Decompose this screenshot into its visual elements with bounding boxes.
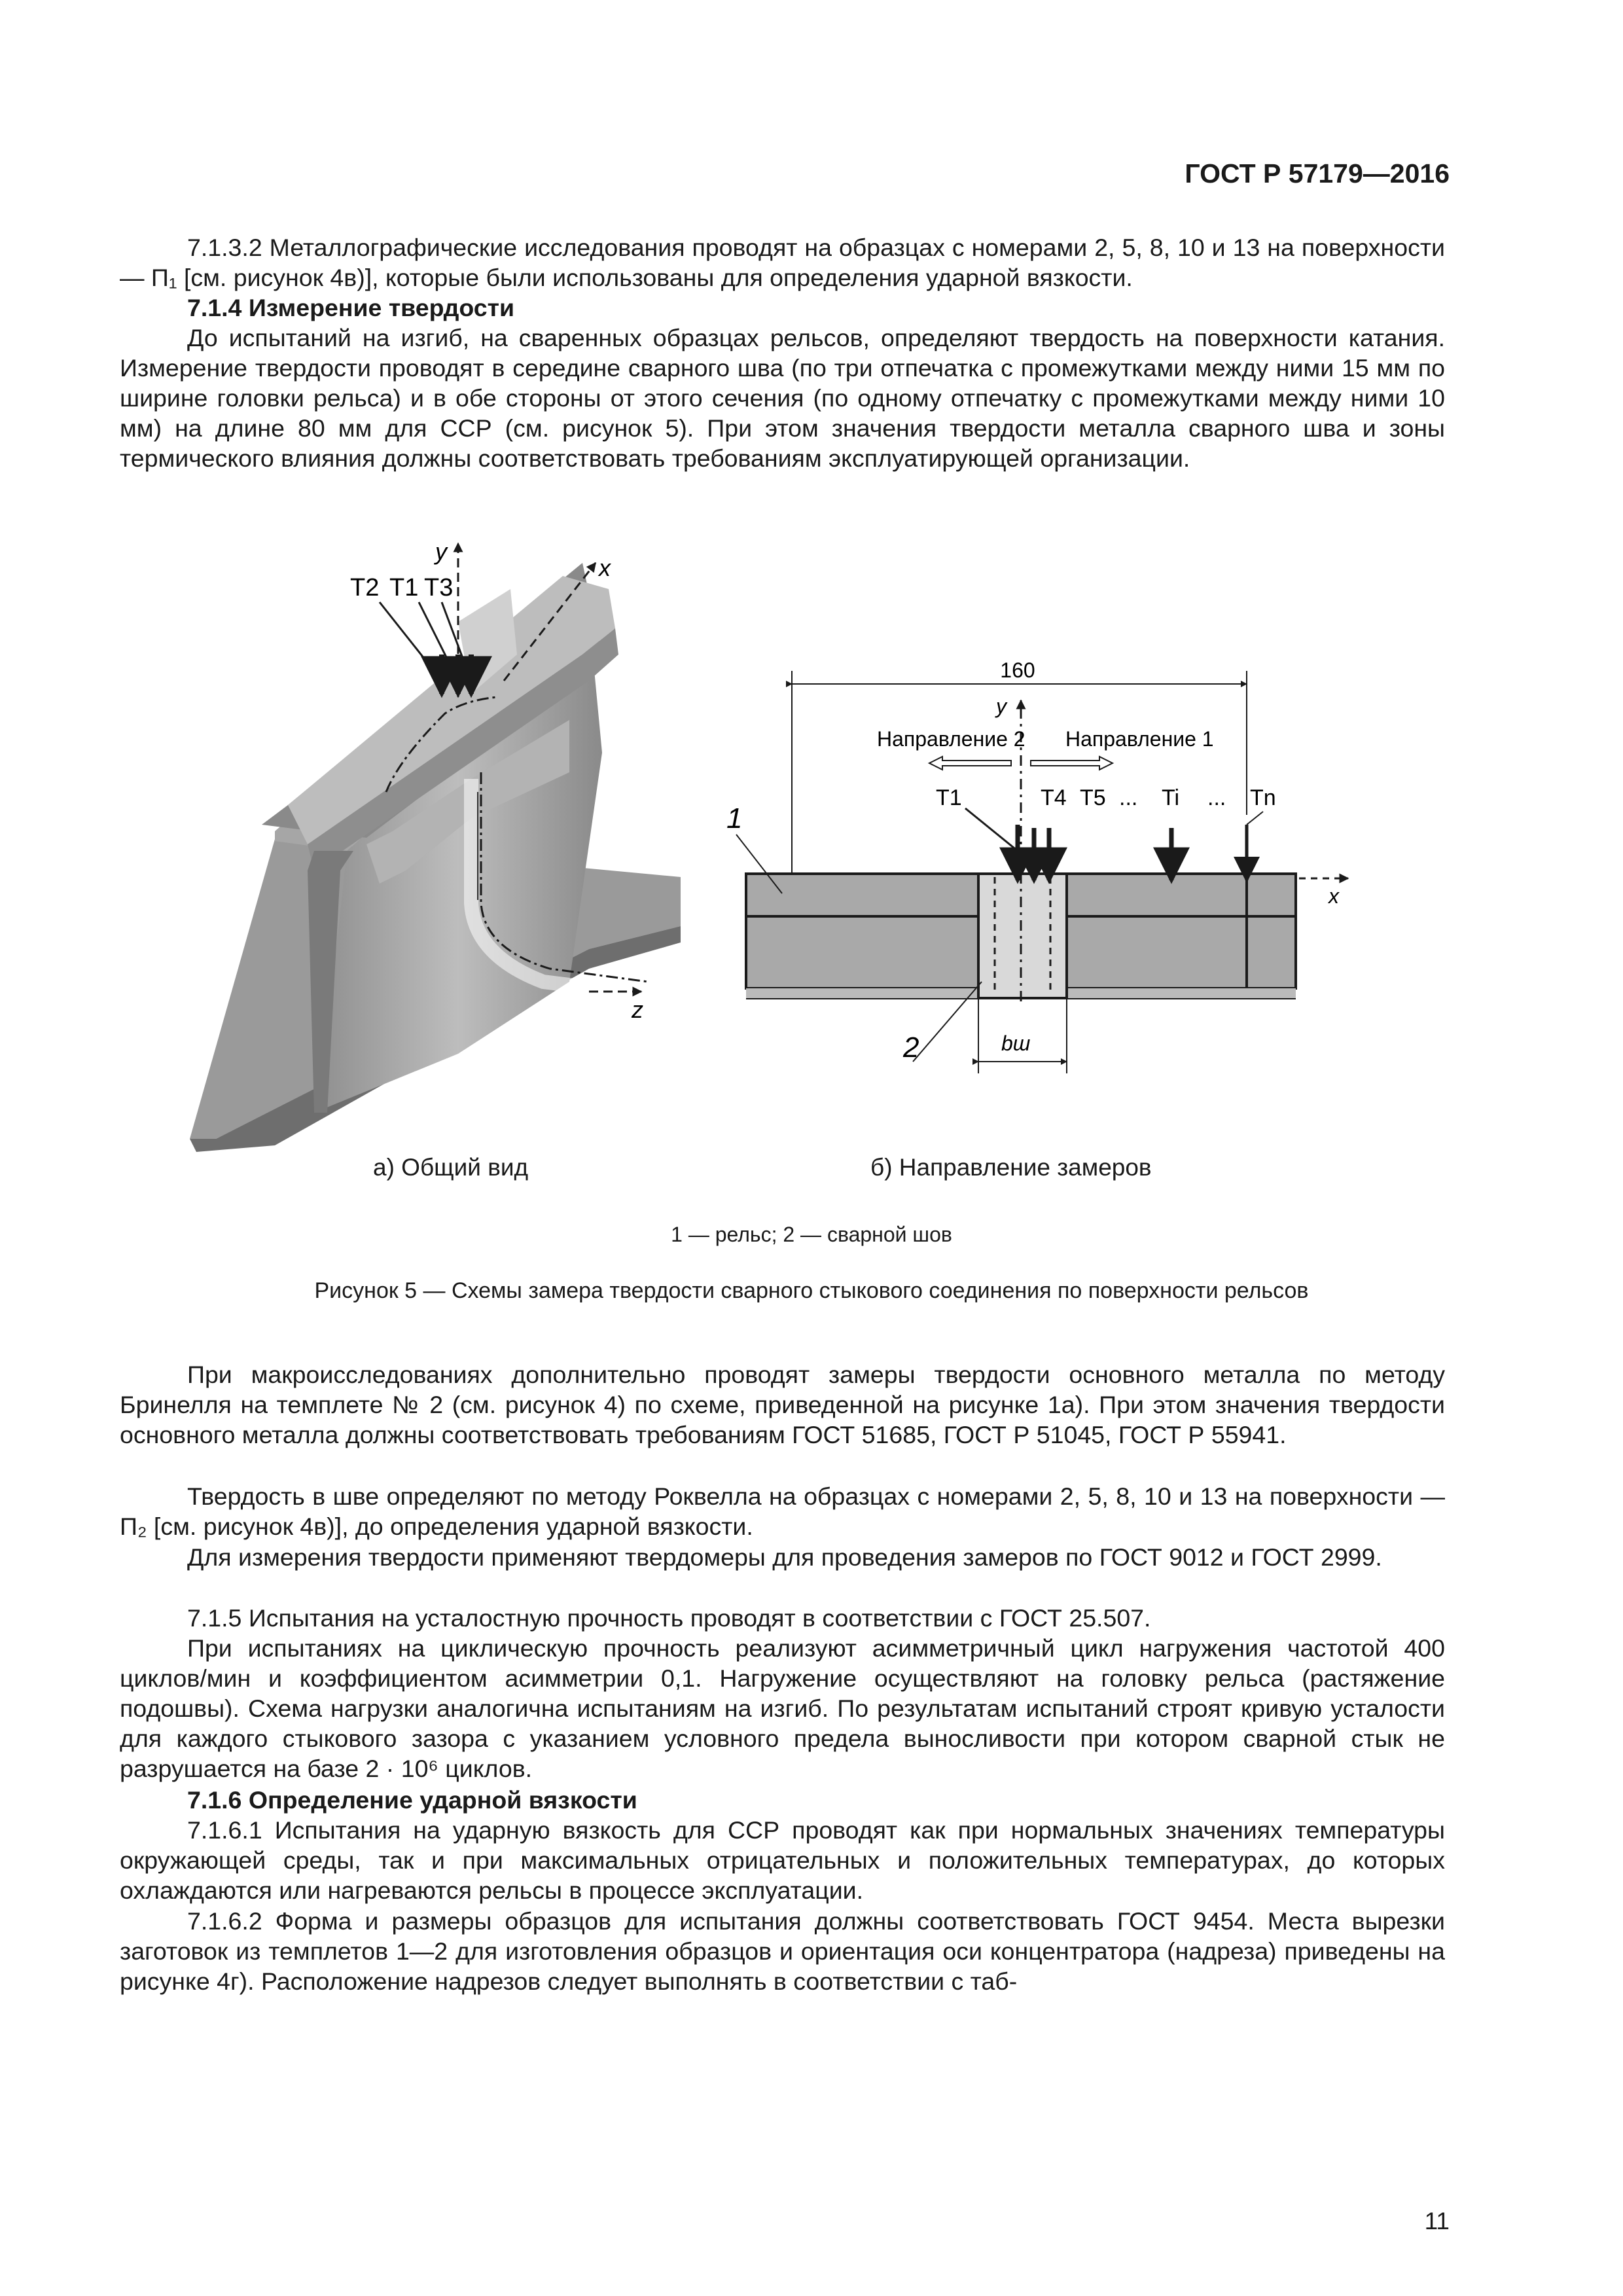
- document-header: ГОСТ Р 57179—2016: [1185, 158, 1450, 188]
- paragraph-hardness: До испытаний на изгиб, на сваренных образцах рельсов, определяют твердость на поверхности катания. Измерение твердости проводят в середине сварного шва (по три отпечатка с промежутками между ними 15 мм по ширине головки рельса) и в обе стороны от этого сечения (по одному отпечатку с промежутками между ними 10 мм) на длине 80 мм для ССР (см. рисунок 5). При этом значения твердости металла сварного шва и зоны термического влияния должны соответствовать требованиям эксплуатирующей организации.: [120, 324, 1445, 472]
- page-number: 11: [1424, 2208, 1450, 2234]
- label-t4-right: T4: [1041, 785, 1067, 810]
- paragraph-7-1-6-1: 7.1.6.1 Испытания на ударную вязкость для ССР проводят как при нормальных значениях температуры окружающей среды, так и при максимальных отрицательных и положительных температурах, до которых охлаждаются или нагреваются рельсы в процессе эксплуатации.: [120, 1816, 1445, 1904]
- figure-title: Рисунок 5 — Схемы замера твердости сварного стыкового соединения по поверхности рельсов: [314, 1278, 1309, 1303]
- measurement-scheme: [726, 658, 1348, 1073]
- axis-z-label-left: z: [632, 996, 643, 1023]
- dimension-160: 160: [1000, 658, 1035, 682]
- paragraph-7-1-5: 7.1.5 Испытания на усталостную прочность проводят в соответствии с ГОСТ 25.507.: [187, 1604, 1151, 1632]
- caption-general-view: а) Общий вид: [373, 1154, 529, 1181]
- label-ti-right: Ti: [1162, 785, 1180, 810]
- label-t1-left: T1: [389, 574, 419, 601]
- axis-x-label-right: x: [1329, 884, 1339, 908]
- direction-1-label: Направление 1: [1065, 727, 1214, 751]
- paragraph-cyclic: При испытаниях на циклическую прочность реализуют асимметричный цикл нагружения частотой 400 циклов/мин и коэффициентом асимметрии 0,1. Нагружение осуществляют на головку рельса (растяжение подошвы). Схема нагрузки аналогична испытаниям на изгиб. По результатам испытаний строят кривую усталости для каждого стыкового зазора с указанием условного предела выносливости при котором сварной стык не разрушается на базе 2 · 10⁶ циклов.: [120, 1634, 1445, 1782]
- heading-7-1-6: 7.1.6 Определение ударной вязкости: [187, 1786, 637, 1814]
- dots-2: ...: [1207, 785, 1226, 810]
- heading-7-1-4: 7.1.4 Измерение твердости: [187, 294, 515, 321]
- label-tn-right: Tn: [1250, 785, 1276, 810]
- figure-legend: 1 — рельс; 2 — сварной шов: [671, 1223, 952, 1246]
- label-t3-left: T3: [424, 574, 454, 601]
- paragraph-7-1-6-2: 7.1.6.2 Форма и размеры образцов для испытания должны соответствовать ГОСТ 9454. Места вырезки заготовок из темплетов 1—2 для изготовления образцов и ориентация оси концентратора (надреза) приведены на рисунке 4г). Расположение надрезов следует выполнять в соответствии с таб-: [120, 1907, 1445, 1995]
- paragraph-rockwell: Твердость в шве определяют по методу Роквелла на образцах с номерами 2, 5, 8, 10 и 13 на поверхности — П₂ [см. рисунок 4в)], до определения ударной вязкости.: [120, 1482, 1445, 1540]
- dots-1: ...: [1119, 785, 1138, 810]
- caption-measurement-direction: б) Направление замеров: [870, 1154, 1152, 1181]
- direction-2-label: Направление 2: [877, 727, 1026, 751]
- paragraph-7-1-3-2: 7.1.3.2 Металлографические исследования проводят на образцах с номерами 2, 5, 8, 10 и 13 на поверхности — П₁ [см. рисунок 4в)], которые были использованы для определения ударной вязкости.: [120, 234, 1445, 291]
- label-1-rail: 1: [726, 802, 743, 834]
- label-t5-right: T5: [1080, 785, 1106, 810]
- label-2-weld: 2: [903, 1031, 919, 1064]
- paragraph-macro: При макроисследованиях дополнительно проводят замеры твердости основного металла по методу Бринелля на темплете № 2 (см. рисунок 4) по схеме, приведенной на рисунке 1а). При этом значения твердости основного металла должны соответствовать требованиям ГОСТ 51685, ГОСТ Р 51045, ГОСТ Р 55941.: [120, 1361, 1445, 1448]
- label-weld-width: bш: [1001, 1031, 1031, 1055]
- label-t1-right: T1: [936, 785, 962, 810]
- rail-3d-view: [190, 538, 681, 1152]
- label-t2-left: T2: [350, 574, 380, 601]
- axis-x-label-left: x: [599, 554, 611, 581]
- paragraph-hardness-testers: Для измерения твердости применяют твердомеры для проведения замеров по ГОСТ 9012 и ГОСТ 2999.: [187, 1543, 1382, 1571]
- axis-y-label-left: y: [435, 538, 447, 565]
- axis-y-label-right: y: [996, 694, 1007, 718]
